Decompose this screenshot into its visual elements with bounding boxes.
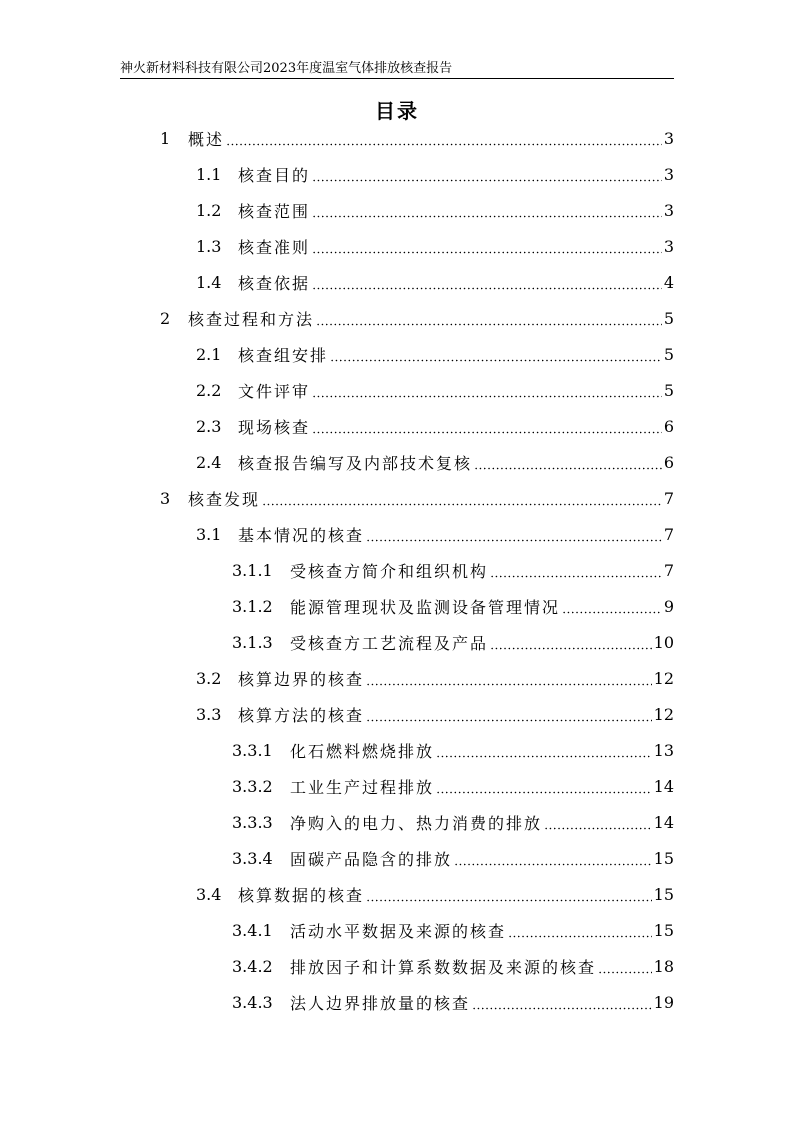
toc-dot-leader [508,935,652,938]
toc-entry[interactable] [196,156,674,192]
toc-dot-leader [312,179,662,182]
toc-entry[interactable] [196,408,674,444]
toc-dot-leader [366,719,652,722]
toc-entry-number: 3.1 [196,524,222,544]
toc-dot-leader [366,683,652,686]
toc-dot-leader [562,611,662,614]
toc-entry-text: 基本情况的核查 [238,525,365,545]
toc-entry-text: 核查范围 [238,201,311,221]
toc-entry-page: 4 [663,272,674,292]
toc-entry[interactable] [160,120,674,156]
toc-entry-page: 10 [653,632,674,652]
toc-dot-leader [312,431,662,434]
toc-entry-page: 14 [653,776,674,796]
toc-dot-leader [316,323,662,326]
toc-dot-leader [312,215,662,218]
toc-entry-text: 受核查方简介和组织机构 [290,561,489,581]
toc-entry-page: 14 [653,812,674,832]
toc-entry[interactable] [160,300,674,336]
toc-entry-page: 7 [663,488,674,508]
toc-dot-leader [262,503,662,506]
toc-entry-number: 2 [160,308,171,328]
toc-entry[interactable] [196,660,674,696]
toc-entry-text: 核算边界的核查 [238,669,365,689]
toc-entry-number: 3.1.1 [232,560,273,580]
toc-entry-page: 5 [663,308,674,328]
toc-entry-number: 3.4 [196,884,222,904]
toc-entry[interactable] [196,336,674,372]
toc-entry-page: 5 [663,344,674,364]
toc-entry-page: 7 [663,560,674,580]
toc-entry-text: 核查组安排 [238,345,329,365]
toc-dot-leader [436,791,652,794]
toc-entry-page: 3 [663,128,674,148]
toc-entry[interactable] [196,192,674,228]
toc-dot-leader [544,827,652,830]
toc-dot-leader [312,287,662,290]
toc-entry-number: 3 [160,488,171,508]
toc-dot-leader [366,899,652,902]
toc-entry-text: 核查目的 [238,165,311,185]
toc-entry-page: 15 [653,920,674,940]
toc-entry-page: 3 [663,200,674,220]
toc-entry-number: 3.3.4 [232,848,273,868]
toc-entry-number: 3.4.2 [232,956,273,976]
toc-entry-text: 排放因子和计算系数数据及来源的核查 [290,957,597,977]
toc-entry-text: 文件评审 [238,381,311,401]
toc-dot-leader [490,575,662,578]
toc-entry-text: 能源管理现状及监测设备管理情况 [290,597,561,617]
toc-entry[interactable] [196,516,674,552]
toc-entry[interactable] [232,948,674,984]
toc-entry-number: 3.3 [196,704,222,724]
toc-entry[interactable] [232,912,674,948]
toc-entry-page: 19 [653,992,674,1012]
toc-entry-number: 2.2 [196,380,222,400]
toc-entry[interactable] [232,624,674,660]
toc-entry-text: 核算数据的核查 [238,885,365,905]
toc-entry-number: 2.1 [196,344,222,364]
toc-entry-page: 13 [653,740,674,760]
toc-dot-leader [472,1007,652,1010]
toc-entry[interactable] [232,804,674,840]
header-rule [120,78,674,79]
toc-entry-number: 1.2 [196,200,222,220]
toc-entry[interactable] [160,480,674,516]
toc-entry-number: 3.1.2 [232,596,273,616]
toc-entry-number: 1.4 [196,272,222,292]
toc-entry-text: 固碳产品隐含的排放 [290,849,453,869]
toc-entry-page: 12 [653,704,674,724]
toc-entry[interactable] [196,876,674,912]
toc-entry-text: 核查发现 [188,489,261,509]
toc-dot-leader [312,395,662,398]
toc-entry[interactable] [232,984,674,1020]
toc-entry-number: 3.4.1 [232,920,273,940]
toc-entry-text: 核查报告编写及内部技术复核 [238,453,473,473]
toc-entry[interactable] [232,552,674,588]
toc-entry-text: 受核查方工艺流程及产品 [290,633,489,653]
toc-entry[interactable] [196,264,674,300]
toc-entry-page: 3 [663,164,674,184]
toc-entry-number: 3.2 [196,668,222,688]
toc-entry-text: 工业生产过程排放 [290,777,435,797]
toc-entry-text: 化石燃料燃烧排放 [290,741,435,761]
toc-dot-leader [312,251,662,254]
toc-entry[interactable] [232,588,674,624]
toc-entry-page: 12 [653,668,674,688]
toc-entry-text: 核算方法的核查 [238,705,365,725]
toc-entry[interactable] [232,768,674,804]
toc-entry-text: 核查依据 [238,273,311,293]
toc-entry-page: 3 [663,236,674,256]
toc-dot-leader [366,539,662,542]
toc-entry-number: 2.4 [196,452,222,472]
toc-dot-leader [454,863,652,866]
toc-dot-leader [226,143,662,146]
toc-entry[interactable] [196,696,674,732]
toc-entry-number: 2.3 [196,416,222,436]
toc-entry-text: 核查准则 [238,237,311,257]
toc-entry-number: 1.1 [196,164,222,184]
toc-entry-text: 现场核查 [238,417,311,437]
toc-entry-text: 核查过程和方法 [188,309,315,329]
toc-dot-leader [598,971,652,974]
toc-dot-leader [330,359,662,362]
toc-entry-number: 1.3 [196,236,222,256]
toc-dot-leader [474,467,662,470]
toc-entry[interactable] [196,444,674,480]
toc-entry-page: 6 [663,452,674,472]
toc-entry-number: 3.3.2 [232,776,273,796]
toc-entry-number: 3.4.3 [232,992,273,1012]
toc-entry[interactable] [196,372,674,408]
toc-dot-leader [490,647,652,650]
toc-entry-text: 净购入的电力、热力消费的排放 [290,813,543,833]
toc-entry-page: 5 [663,380,674,400]
toc-entry-number: 1 [160,128,171,148]
toc-dot-leader [436,755,652,758]
toc-entry[interactable] [196,228,674,264]
toc-entry-page: 7 [663,524,674,544]
toc-entry[interactable] [232,840,674,876]
running-header: 神火新材料科技有限公司2023年度温室气体排放核查报告 [120,61,453,76]
toc-entry-number: 3.3.1 [232,740,273,760]
toc-title: 目录 [375,99,419,123]
toc-entry-page: 15 [653,848,674,868]
toc-entry-number: 3.3.3 [232,812,273,832]
toc-entry-text: 法人边界排放量的核查 [290,993,471,1013]
toc-entry[interactable] [232,732,674,768]
toc-entry-page: 6 [663,416,674,436]
toc-entry-text: 概述 [188,129,225,149]
toc-entry-page: 18 [653,956,674,976]
toc-entry-text: 活动水平数据及来源的核查 [290,921,507,941]
toc-entry-number: 3.1.3 [232,632,273,652]
toc-entry-page: 15 [653,884,674,904]
toc-entry-page: 9 [663,596,674,616]
